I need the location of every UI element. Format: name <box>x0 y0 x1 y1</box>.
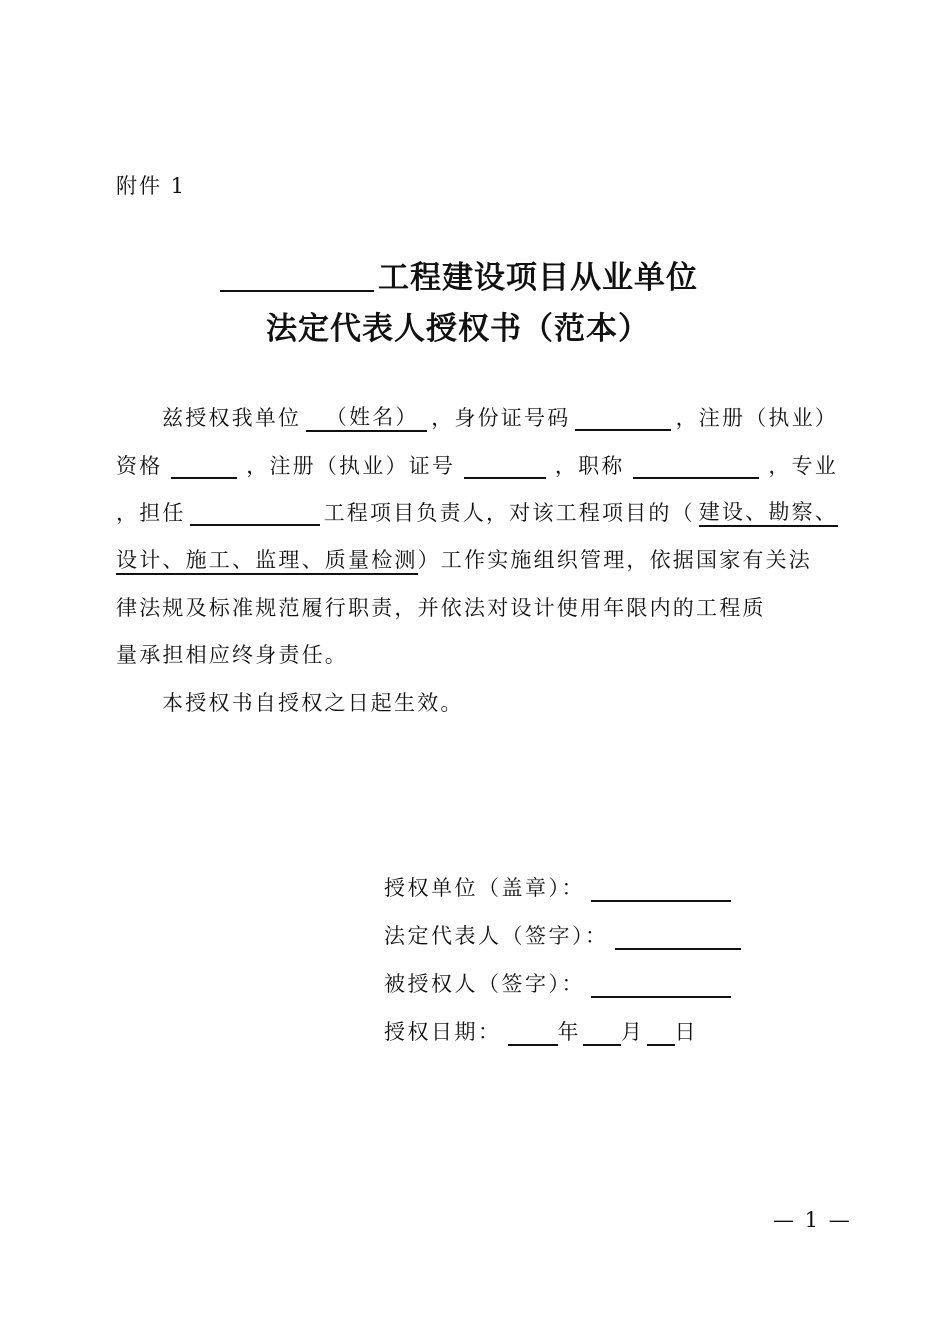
body-text: ）工作实施组织管理，依据国家有关法 <box>417 548 813 572</box>
day-label: 日 <box>674 1020 698 1044</box>
month-label: 月 <box>621 1020 645 1044</box>
body-line-1 <box>116 395 838 441</box>
id-number-blank <box>575 405 671 431</box>
body-text: ，身份证号码 <box>431 406 571 430</box>
project-name-blank <box>220 258 374 292</box>
title-line-1-text: 工程建设项目从业单位 <box>378 260 698 296</box>
body-line-6: 量承担相应终身责任。 <box>116 643 348 667</box>
month-blank <box>583 1022 621 1046</box>
body-text: ，注册（执业）证号 <box>246 454 456 478</box>
year-label: 年 <box>557 1020 581 1044</box>
body-line-4 <box>116 537 838 583</box>
sig-unit <box>384 868 731 908</box>
sig-grantee-blank <box>591 974 731 998</box>
sig-rep <box>384 916 741 956</box>
body-line-2 <box>116 443 838 489</box>
qualification-blank <box>171 453 237 479</box>
body-line-7: 本授权书自授权之日起生效。 <box>162 691 464 715</box>
sig-unit-blank <box>591 878 731 902</box>
sig-rep-label: 法定代表人（签字）： <box>384 924 609 948</box>
title-line-2-text: 法定代表人授权书（范本） <box>266 311 650 347</box>
body-text: ，职称 <box>554 454 625 478</box>
sig-rep-blank <box>615 926 741 950</box>
body-text: 兹授权我单位 <box>162 406 302 430</box>
body-text: 资格 <box>116 454 163 478</box>
body-text: 工程项目负责人，对该工程项目的（ <box>323 501 695 525</box>
body-line-3 <box>116 490 838 536</box>
body-text: ，专业 <box>768 454 838 478</box>
page-number: — 1 — <box>773 1208 852 1232</box>
sig-grantee-label: 被授权人（签字）： <box>384 972 585 996</box>
cert-number-blank <box>464 453 546 479</box>
title-rank-blank <box>633 453 759 479</box>
day-blank <box>647 1022 675 1046</box>
attachment-label: 附件 1 <box>116 174 187 198</box>
role-options-underlined: 建设、勘察、 <box>699 499 838 527</box>
year-blank <box>508 1022 558 1046</box>
body-line-5: 律法规及标准规范履行职责，并依法对设计使用年限内的工程质 <box>116 596 766 620</box>
project-blank <box>190 500 320 526</box>
name-field: （姓名） <box>306 404 427 432</box>
body-text: ，担任 <box>116 501 186 525</box>
sig-grantee <box>384 964 731 1004</box>
body-text: ，注册（执业） <box>675 406 838 430</box>
sig-unit-label: 授权单位（盖章）： <box>384 876 585 900</box>
sig-date-label: 授权日期： <box>384 1020 502 1044</box>
sig-date <box>384 1012 698 1052</box>
role-options-underlined: 设计、施工、监理、质量检测 <box>116 547 418 575</box>
